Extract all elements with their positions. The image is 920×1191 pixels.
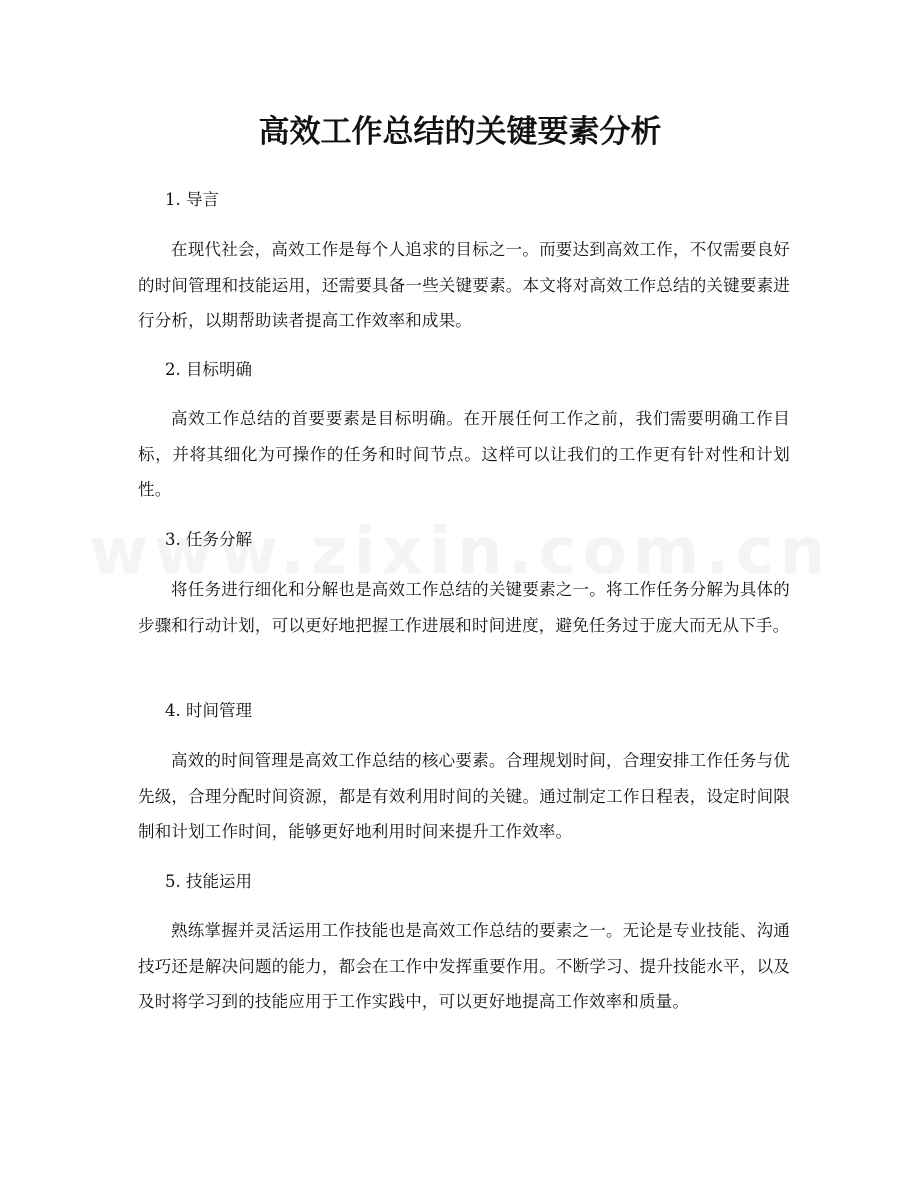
section-heading-3: 3. 任务分解: [165, 530, 252, 549]
section-heading-2: 2. 目标明确: [165, 360, 252, 379]
page-title: 高效工作总结的关键要素分析: [258, 114, 662, 150]
section-body-3: 将任务进行细化和分解也是高效工作总结的关键要素之一。将工作任务分解为具体的步骤和行动计划，可以更好地把握工作进展和时间进度，避免任务过于庞大而无从下手。: [138, 580, 790, 635]
section-body-5: 熟练掌握并灵活运用工作技能也是高效工作总结的要素之一。无论是专业技能、沟通技巧还是解决问题的能力，都会在工作中发挥重要作用。不断学习、提升技能水平，以及及时将学习到的技能应用于工作实践中，可以更好地提高工作效率和质量。: [138, 921, 790, 1011]
section-heading-4: 4. 时间管理: [165, 701, 252, 720]
section-heading-1: 1. 导言: [165, 190, 219, 209]
section-body-2: 高效工作总结的首要要素是目标明确。在开展任何工作之前，我们需要明确工作目标，并将其细化为可操作的任务和时间节点。这样可以让我们的工作更有针对性和计划性。: [138, 409, 790, 499]
section-heading-5: 5. 技能运用: [165, 872, 252, 891]
section-body-4: 高效的时间管理是高效工作总结的核心要素。合理规划时间，合理安排工作任务与优先级，合理分配时间资源，都是有效利用时间的关键。通过制定工作日程表，设定时间限制和计划工作时间，能够更好地利用时间来提升工作效率。: [138, 751, 790, 841]
section-body-1: 在现代社会，高效工作是每个人追求的目标之一。而要达到高效工作，不仅需要良好的时间管理和技能运用，还需要具备一些关键要素。本文将对高效工作总结的关键要素进行分析，以期帮助读者提高工作效率和成果。: [138, 240, 790, 330]
